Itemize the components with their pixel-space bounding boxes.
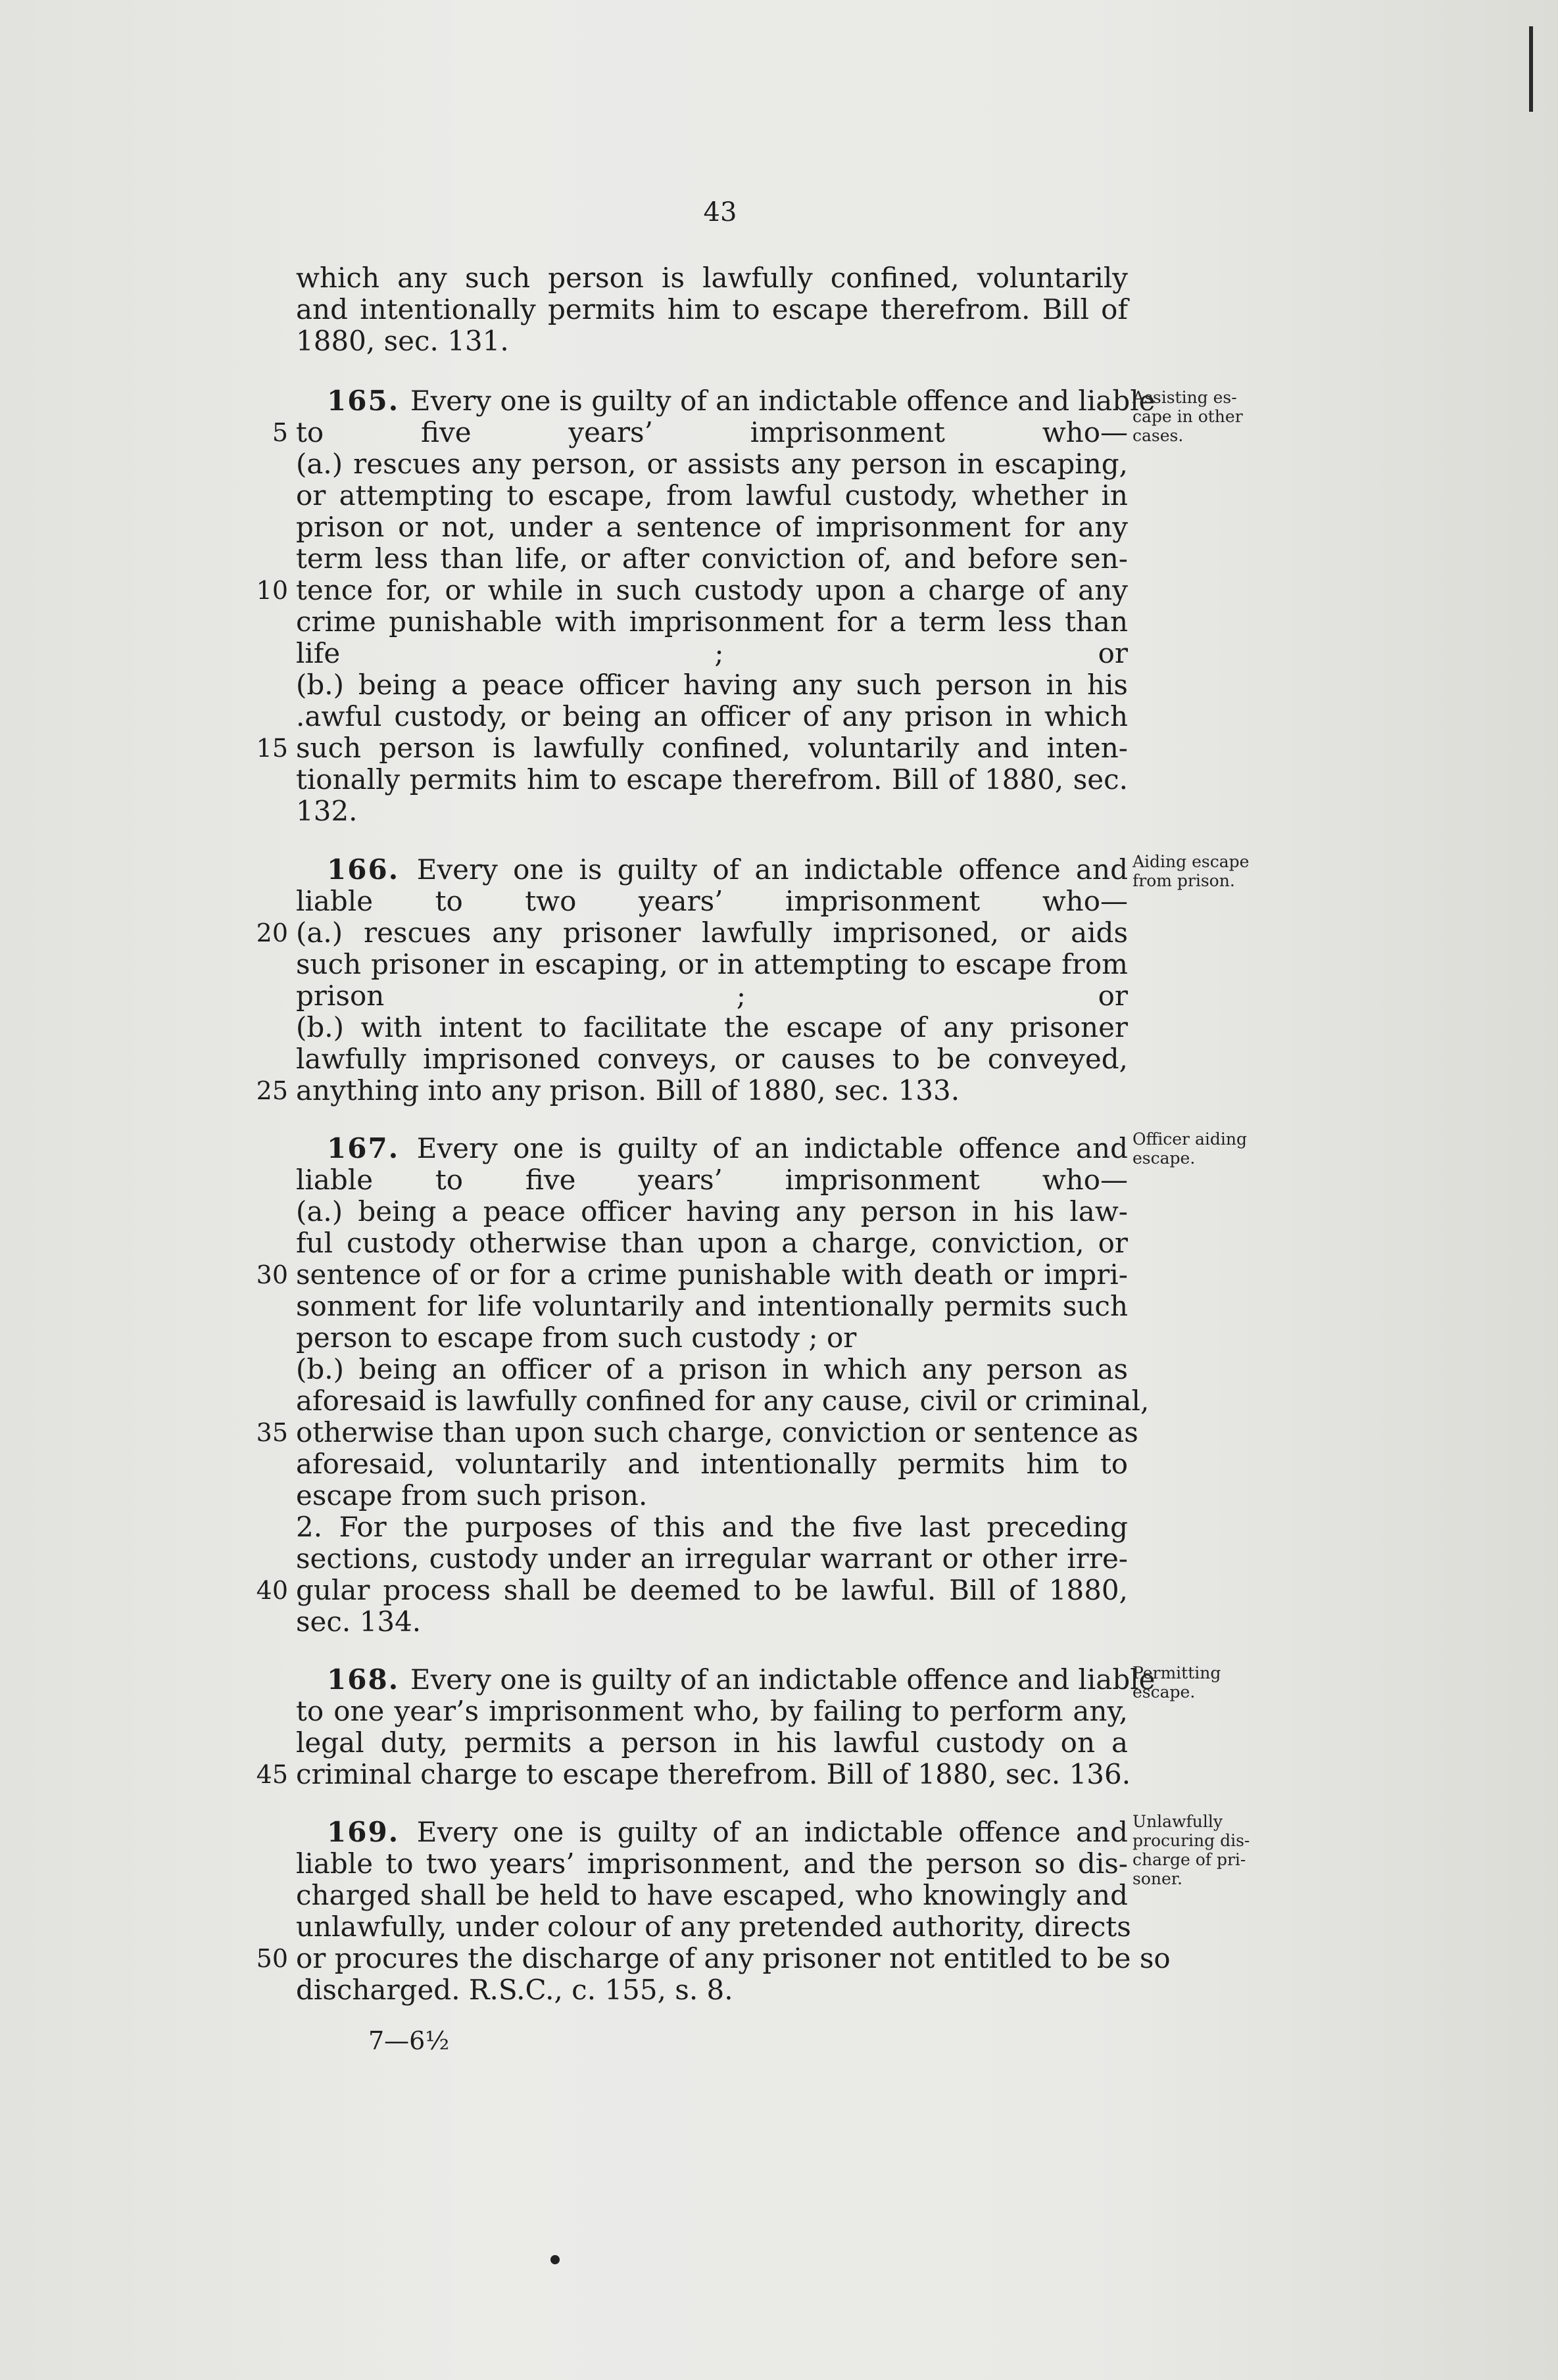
text-line xyxy=(296,795,1128,828)
line-text: (b.) being an officer of a prison in which any person as xyxy=(296,1353,1128,1385)
text-line xyxy=(296,1542,1128,1575)
margin-note-line: cape in other xyxy=(1132,407,1243,426)
text-line xyxy=(296,732,1128,765)
signature-mark: 7—6½ xyxy=(368,2026,450,2055)
line-text: gular process shall be deemed to be lawful. Bill of 1880, xyxy=(296,1574,1128,1606)
margin-note xyxy=(1132,1130,1284,1168)
section-number: 169. xyxy=(327,1816,417,1848)
text-line xyxy=(327,385,1156,417)
line-text: Every one is guilty of an indictable offence and liable xyxy=(410,1663,1156,1696)
text-line xyxy=(296,1847,1128,1880)
line-number: 50 xyxy=(256,1944,288,1973)
text-line xyxy=(296,980,1128,1012)
line-text: criminal charge to escape therefrom. Bill of 1880, sec. 136. xyxy=(296,1758,1131,1790)
text-line xyxy=(296,1011,1128,1044)
line-text: sentence of or for a crime punishable with death or impri- xyxy=(296,1258,1128,1291)
text-line xyxy=(296,1448,1128,1481)
text-line xyxy=(296,325,1128,358)
section-number: 168. xyxy=(327,1663,410,1696)
line-text: such prisoner in escaping, or in attempting to escape from xyxy=(296,948,1128,980)
text-line xyxy=(296,700,1128,733)
text-line xyxy=(296,669,1128,702)
text-line xyxy=(296,448,1128,481)
line-text: discharged. R.S.C., c. 155, s. 8. xyxy=(296,1974,733,2006)
text-line xyxy=(296,574,1128,607)
text-line xyxy=(296,293,1128,326)
text-line xyxy=(296,1227,1128,1260)
text-line xyxy=(296,1942,1171,1975)
section-number: 166. xyxy=(327,853,417,886)
line-text: anything into any prison. Bill of 1880, sec. 133. xyxy=(296,1074,960,1107)
margin-note xyxy=(1132,388,1284,445)
line-text: charged shall be held to have escaped, who knowingly and xyxy=(296,1879,1128,1911)
text-line xyxy=(296,1290,1128,1323)
line-number: 35 xyxy=(256,1418,288,1447)
text-line xyxy=(296,1879,1128,1912)
page-number: 43 xyxy=(703,197,737,227)
text-line xyxy=(327,1816,1128,1849)
line-text: tence for, or while in such custody upon a charge of any xyxy=(296,574,1128,606)
text-line xyxy=(296,1416,1138,1449)
line-text: term less than life, or after conviction of, and before sen- xyxy=(296,542,1128,575)
text-line xyxy=(296,1974,1128,2007)
text-line xyxy=(296,763,1128,796)
text-line xyxy=(296,948,1128,981)
text-line xyxy=(296,479,1128,512)
margin-note-line: cases. xyxy=(1132,426,1184,445)
line-number: 10 xyxy=(256,576,288,605)
line-text: ful custody otherwise than upon a charge, conviction, or xyxy=(296,1227,1128,1259)
line-number: 20 xyxy=(256,918,288,947)
line-text: liable to five years’ imprisonment who— xyxy=(296,1164,1128,1196)
margin-note-line: Unlawfully xyxy=(1132,1812,1223,1831)
line-text: otherwise than upon such charge, conviction or sentence as xyxy=(296,1416,1138,1448)
text-line xyxy=(296,1479,1128,1512)
text-line xyxy=(296,916,1128,949)
line-text: aforesaid is lawfully confined for any cause, civil or criminal, xyxy=(296,1385,1150,1417)
line-text: tionally permits him to escape therefrom. Bill of 1880, sec. xyxy=(296,763,1128,796)
margin-note xyxy=(1132,1812,1284,1888)
line-number: 45 xyxy=(256,1760,288,1789)
text-line xyxy=(296,416,1128,449)
line-text: unlawfully, under colour of any pretended authority, directs xyxy=(296,1911,1131,1943)
text-line xyxy=(296,885,1128,918)
text-line xyxy=(327,1663,1156,1696)
line-text: (b.) with intent to facilitate the escape of any prisoner xyxy=(296,1011,1128,1043)
line-text: escape from such prison. xyxy=(296,1479,648,1511)
margin-note-line: soner. xyxy=(1132,1869,1182,1888)
line-number: 15 xyxy=(256,734,288,763)
text-line xyxy=(296,1911,1131,1943)
text-line xyxy=(296,1726,1128,1759)
text-line xyxy=(296,1321,1128,1354)
text-line xyxy=(296,637,1128,670)
line-text: .awful custody, or being an officer of any prison in which xyxy=(296,700,1128,732)
line-text: Every one is guilty of an indictable offence and xyxy=(416,853,1128,886)
margin-note xyxy=(1132,1663,1284,1702)
line-text: or attempting to escape, from lawful custody, whether in xyxy=(296,479,1128,512)
line-text: sections, custody under an irregular warrant or other irre- xyxy=(296,1542,1128,1575)
text-line xyxy=(296,1258,1128,1291)
text-line xyxy=(296,542,1128,575)
text-line xyxy=(327,1132,1128,1165)
text-line xyxy=(296,1606,1128,1638)
line-text: which any such person is lawfully confined, voluntarily xyxy=(296,262,1128,294)
line-text: prison or not, under a sentence of imprisonment for any xyxy=(296,511,1128,543)
line-text: prison ; or xyxy=(296,980,1128,1012)
text-line xyxy=(296,1195,1128,1228)
text-line xyxy=(296,1511,1128,1544)
margin-note-line: Permitting xyxy=(1132,1663,1221,1682)
line-text: liable to two years’ imprisonment who— xyxy=(296,885,1128,917)
ink-dot xyxy=(550,2255,560,2264)
line-text: crime punishable with imprisonment for a term less than xyxy=(296,606,1128,638)
line-text: legal duty, permits a person in his lawful custody on a xyxy=(296,1726,1128,1759)
line-text: (a.) being a peace officer having any person in his law- xyxy=(296,1195,1128,1227)
line-text: 2. For the purposes of this and the five last preceding xyxy=(296,1511,1128,1543)
line-text: life ; or xyxy=(296,637,1128,669)
section-number: 165. xyxy=(327,385,410,417)
line-text: liable to two years’ imprisonment, and the person so dis- xyxy=(296,1847,1128,1880)
text-line xyxy=(296,1074,1128,1107)
margin-note-line: from prison. xyxy=(1132,871,1235,890)
text-line xyxy=(296,1758,1131,1791)
line-text: to one year’s imprisonment who, by failing to perform any, xyxy=(296,1695,1128,1727)
text-line xyxy=(296,1695,1128,1728)
margin-note-line: escape. xyxy=(1132,1682,1196,1702)
margin-note-line: Aiding escape xyxy=(1132,852,1250,871)
line-number: 40 xyxy=(256,1576,288,1605)
margin-note-line: charge of pri- xyxy=(1132,1850,1246,1869)
section-number: 167. xyxy=(327,1132,417,1164)
page-edge-shadow xyxy=(1529,26,1533,112)
line-text: and intentionally permits him to escape therefrom. Bill of xyxy=(296,293,1128,325)
line-text: aforesaid, voluntarily and intentionally permits him to xyxy=(296,1448,1128,1480)
line-number: 25 xyxy=(256,1076,288,1105)
text-line xyxy=(296,1574,1128,1607)
line-text: 132. xyxy=(296,795,358,827)
margin-note-line: Officer aiding xyxy=(1132,1130,1247,1149)
line-text: (a.) rescues any person, or assists any person in escaping, xyxy=(296,448,1128,480)
line-text: sec. 134. xyxy=(296,1606,422,1638)
margin-note xyxy=(1132,852,1284,890)
text-line xyxy=(296,1164,1128,1197)
line-number: 5 xyxy=(272,418,288,447)
text-line xyxy=(296,1385,1150,1417)
line-text: or procures the discharge of any prisoner not entitled to be so xyxy=(296,1942,1171,1974)
text-line xyxy=(327,853,1128,886)
line-number: 30 xyxy=(256,1260,288,1289)
text-line xyxy=(296,1353,1128,1386)
line-text: to five years’ imprisonment who— xyxy=(296,416,1128,448)
margin-note-line: Assisting es- xyxy=(1132,388,1237,407)
line-text: (a.) rescues any prisoner lawfully imprisoned, or aids xyxy=(296,916,1128,949)
margin-note-line: escape. xyxy=(1132,1149,1196,1168)
line-text: lawfully imprisoned conveys, or causes to be conveyed, xyxy=(296,1043,1128,1075)
margin-note-line: procuring dis- xyxy=(1132,1831,1250,1850)
text-line xyxy=(296,511,1128,544)
line-text: Every one is guilty of an indictable offence and liable xyxy=(410,385,1156,417)
line-text: such person is lawfully confined, voluntarily and inten- xyxy=(296,732,1128,764)
line-text: Every one is guilty of an indictable offence and xyxy=(416,1132,1128,1164)
text-line xyxy=(296,262,1128,295)
text-line xyxy=(296,1043,1128,1076)
line-text: sonment for life voluntarily and intentionally permits such xyxy=(296,1290,1128,1322)
line-text: 1880, sec. 131. xyxy=(296,325,509,357)
text-line xyxy=(296,606,1128,638)
line-text: Every one is guilty of an indictable offence and xyxy=(416,1816,1128,1848)
line-text: (b.) being a peace officer having any such person in his xyxy=(296,669,1128,701)
line-text: person to escape from such custody ; or xyxy=(296,1321,857,1354)
